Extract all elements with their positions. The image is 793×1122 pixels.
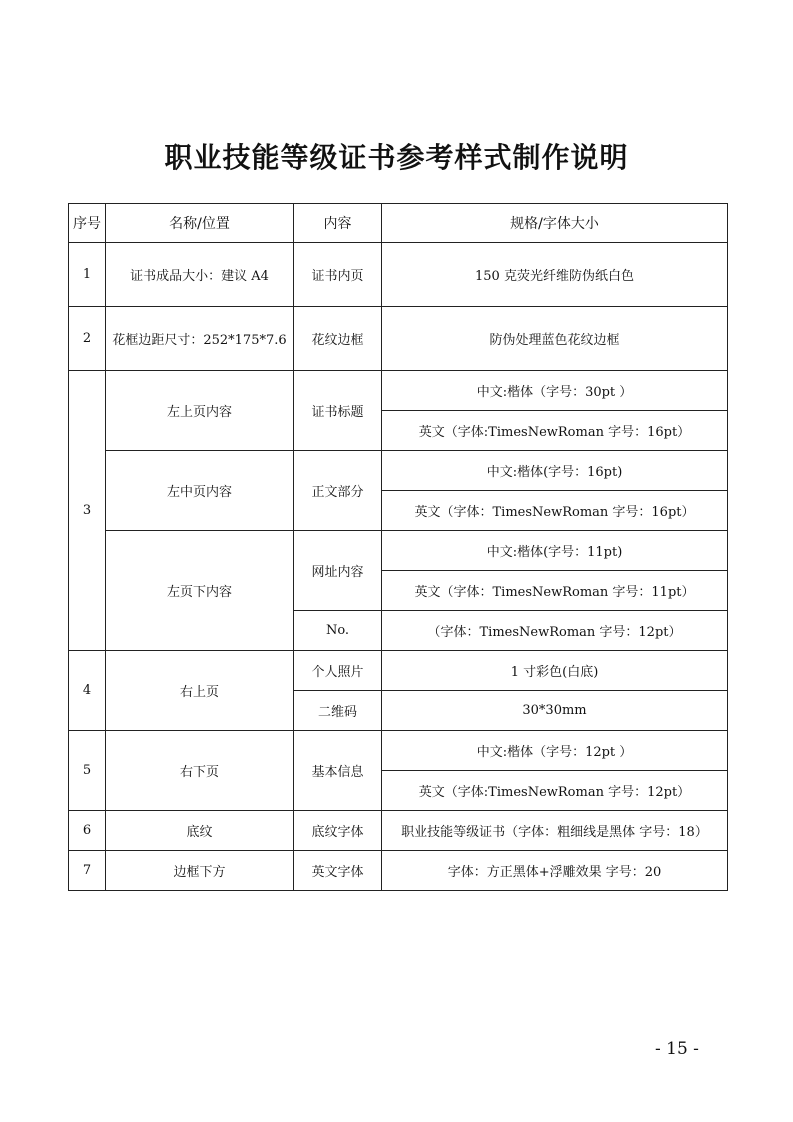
row-spec: 1 寸彩色(白底): [382, 651, 728, 691]
table-row: [69, 851, 728, 891]
table-header-row: [69, 204, 728, 243]
table-row: [69, 451, 728, 491]
table-row: [69, 651, 728, 691]
row-content: 证书标题: [294, 371, 382, 451]
row-no: 2: [69, 307, 106, 371]
row-name: 证书成品大小：建议 A4: [106, 243, 294, 307]
row-name: 左页下内容: [106, 531, 294, 651]
row-no: 5: [69, 731, 106, 811]
row-name: 边框下方: [106, 851, 294, 891]
row-spec: 职业技能等级证书（字体：粗细线是黑体 字号：18）: [382, 811, 728, 851]
row-no: 3: [69, 371, 106, 651]
document-title: 职业技能等级证书参考样式制作说明: [164, 141, 629, 174]
row-spec: 中文:楷体(字号：16pt): [382, 451, 728, 491]
row-no: 4: [69, 651, 106, 731]
row-spec: 中文:楷体（字号：12pt ）: [382, 731, 728, 771]
row-spec: 字体：方正黑体+浮雕效果 字号：20: [382, 851, 728, 891]
row-content: 英文字体: [294, 851, 382, 891]
row-spec: 30*30mm: [382, 691, 728, 731]
header-content: 内容: [294, 204, 382, 243]
row-no: 1: [69, 243, 106, 307]
table-row: [69, 531, 728, 571]
table-row: [69, 731, 728, 771]
row-name: 左上页内容: [106, 371, 294, 451]
table-row: [69, 307, 728, 371]
row-spec: 防伪处理蓝色花纹边框: [382, 307, 728, 371]
header-no: 序号: [69, 204, 106, 243]
row-spec: 英文（字体：TimesNewRoman 字号：11pt）: [382, 571, 728, 611]
header-name: 名称/位置: [106, 204, 294, 243]
row-spec: （字体：TimesNewRoman 字号：12pt）: [382, 611, 728, 651]
row-no: 6: [69, 811, 106, 851]
table-row: [69, 243, 728, 307]
row-spec: 中文:楷体（字号：30pt ）: [382, 371, 728, 411]
row-name: 底纹: [106, 811, 294, 851]
header-spec: 规格/字体大小: [382, 204, 728, 243]
row-name: 右下页: [106, 731, 294, 811]
row-name: 花框边距尺寸：252*175*7.6: [106, 307, 294, 371]
row-content: 花纹边框: [294, 307, 382, 371]
row-spec: 英文（字体：TimesNewRoman 字号：16pt）: [382, 491, 728, 531]
table-row: [69, 371, 728, 411]
row-content: 网址内容: [294, 531, 382, 611]
row-spec: 150 克荧光纤维防伪纸白色: [382, 243, 728, 307]
row-content: 证书内页: [294, 243, 382, 307]
row-content: No.: [294, 611, 382, 651]
row-spec: 英文（字体:TimesNewRoman 字号：16pt）: [382, 411, 728, 451]
table-row: [69, 811, 728, 851]
row-content: 个人照片: [294, 651, 382, 691]
row-content: 正文部分: [294, 451, 382, 531]
page-number: - 15 -: [655, 1039, 699, 1059]
row-name: 左中页内容: [106, 451, 294, 531]
row-no: 7: [69, 851, 106, 891]
row-spec: 英文（字体:TimesNewRoman 字号：12pt）: [382, 771, 728, 811]
row-spec: 中文:楷体(字号：11pt): [382, 531, 728, 571]
spec-table: [68, 203, 728, 891]
row-content: 底纹字体: [294, 811, 382, 851]
row-content: 基本信息: [294, 731, 382, 811]
row-name: 右上页: [106, 651, 294, 731]
row-content: 二维码: [294, 691, 382, 731]
